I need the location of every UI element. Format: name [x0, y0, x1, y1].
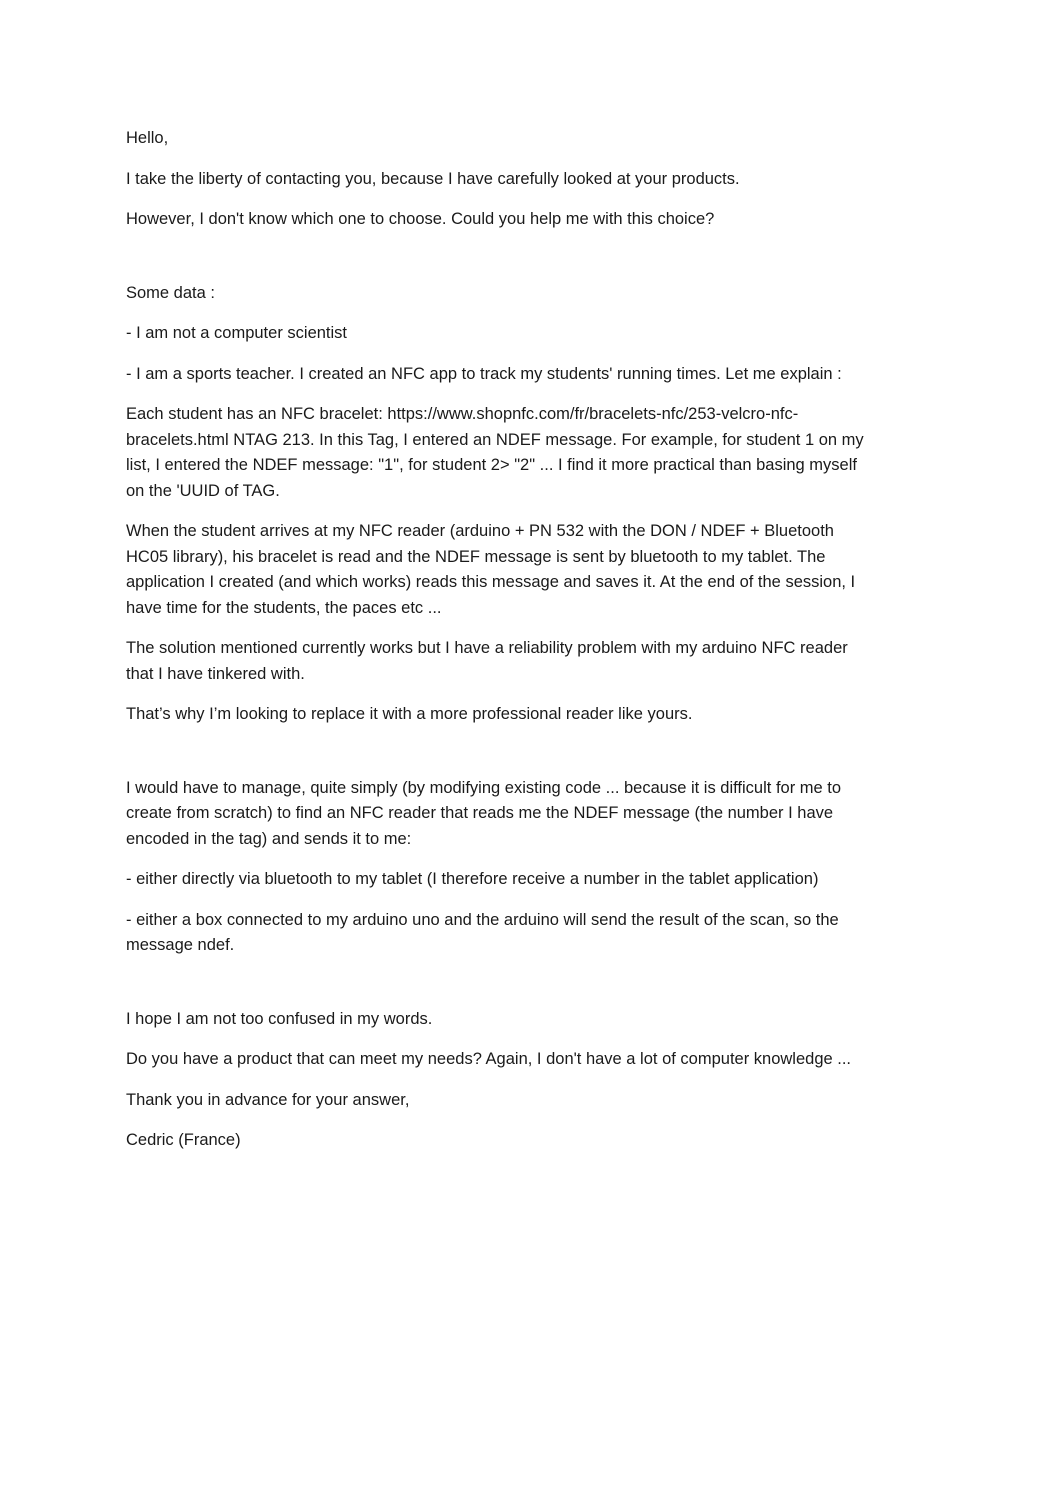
replace-paragraph: That’s why I’m looking to replace it with a more professional reader like yours. [126, 705, 693, 723]
closing-paragraph-1: I hope I am not too confused in my words. [126, 1009, 433, 1028]
bullet-item-2: - I am a sports teacher. I created an NFC app to track my students' running times. Let me explain : [126, 364, 842, 383]
intro-paragraph-2: However, I don't know which one to choose. Could you help me with this choice? [126, 210, 715, 228]
spacer [126, 248, 926, 281]
problem-paragraph: The solution mentioned currently works but I have a reliability problem with my arduino NFC reader that I have tinkered with. [126, 639, 848, 683]
option-item-2: - either a box connected to my arduino uno and the arduino will send the result of the scan, so the message ndef. [126, 910, 839, 954]
closing-paragraph-2: Do you have a product that can meet my needs? Again, I don't have a lot of computer knowledge ... [126, 1050, 852, 1068]
letter-page [126, 126, 926, 1169]
closing-paragraph-3: Thank you in advance for your answer, [126, 1090, 410, 1109]
option-item-1: - either directly via bluetooth to my tablet (I therefore receive a number in the tablet application) [126, 870, 819, 888]
need-paragraph: I would have to manage, quite simply (by modifying existing code ... because it is difficult for me to create from scratch) to find an NFC reader that reads me the NDEF message (the number I have encoded in the tag) and sends it to me: [126, 778, 842, 848]
bracelet-paragraph: Each student has an NFC bracelet: https://www.shopnfc.com/fr/bracelets-nfc/253-velcro-nfc- bracelets.html NTAG 213. In this Tag, I entered an NDEF message. For example, for student 1 on my list, I entered the NDEF message: "1", for student 2> "2" ... I find it more practical than basing myself on the 'UUID of TAG. [126, 405, 864, 500]
intro-paragraph-1: I take the liberty of contacting you, because I have carefully looked at your products. [126, 169, 740, 188]
bullet-item-1: - I am not a computer scientist [126, 324, 348, 342]
reader-paragraph: When the student arrives at my NFC reader (arduino + PN 532 with the DON / NDEF + Bluetooth HC05 library), his bracelet is read and the NDEF message is sent by bluetooth to my tablet. The application I created (and which works) reads this message and saves it. At the end of the session, I have time for the students, the paces etc ... [126, 522, 856, 617]
greeting: Hello, [126, 129, 169, 147]
spacer [126, 743, 926, 776]
spacer [126, 974, 926, 1007]
signature: Cedric (France) [126, 1131, 241, 1149]
data-heading: Some data : [126, 283, 215, 302]
